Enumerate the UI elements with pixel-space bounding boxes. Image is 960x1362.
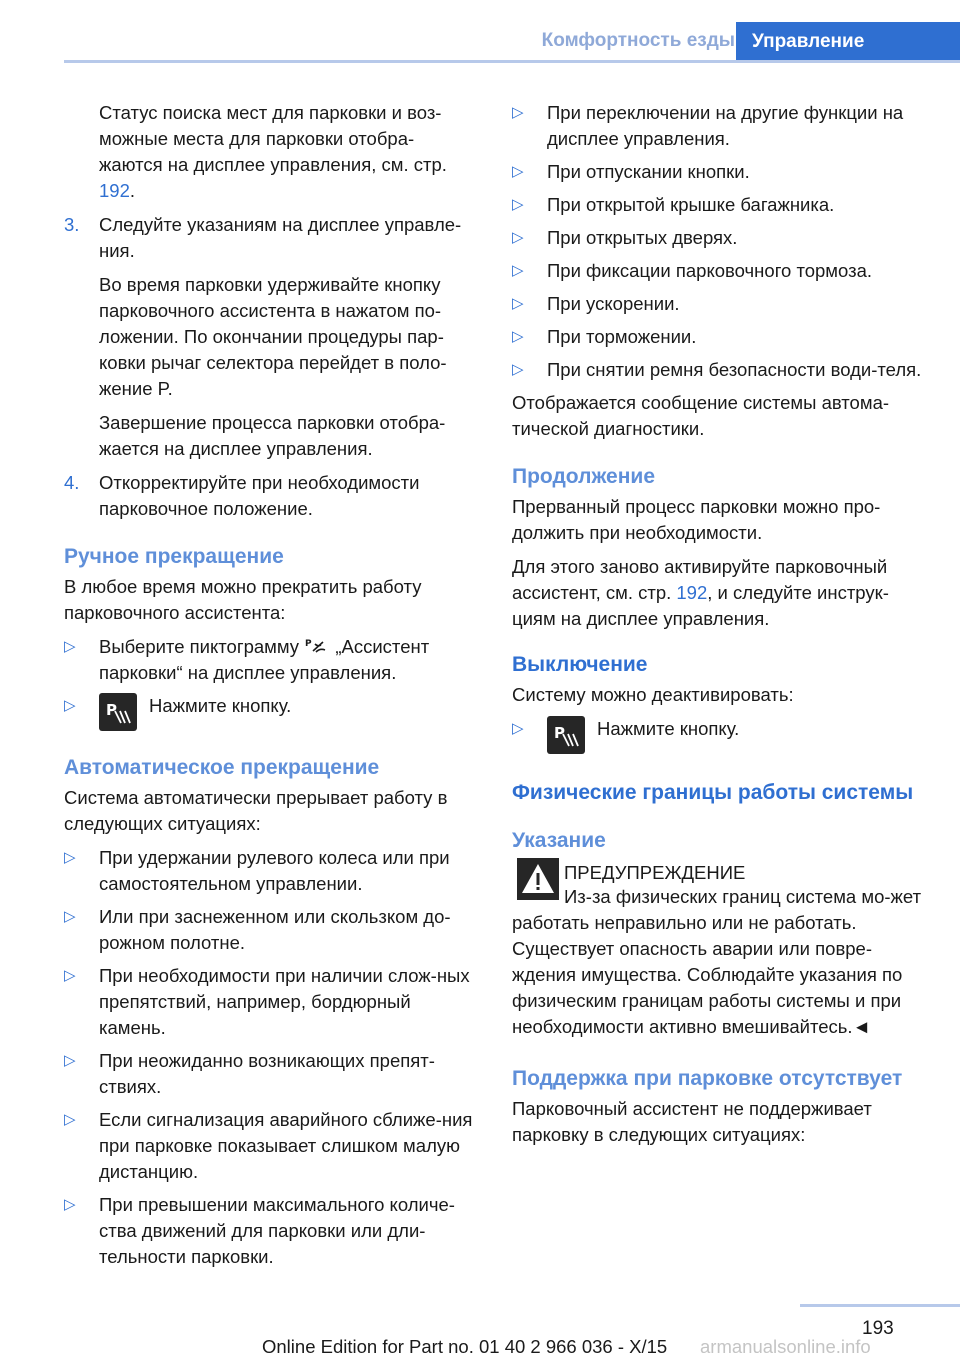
- bullet-icon: ▷: [64, 1052, 76, 1069]
- heading-switch-off: Выключение: [512, 653, 648, 676]
- bullet-icon: ▷: [64, 908, 76, 925]
- page-link[interactable]: 192: [676, 582, 708, 603]
- list-item: ▷ При ускорении.: [512, 291, 926, 317]
- no-support-text: Парковочный ассистент не поддерживает парковку в следующих ситуациях:: [512, 1098, 872, 1145]
- right-column: [512, 100, 926, 1156]
- warning-title: ПРЕДУПРЕЖДЕНИЕ: [564, 862, 746, 883]
- heading-continue: Продолжение: [512, 465, 656, 488]
- bullet-icon: ▷: [512, 229, 524, 246]
- bullet-icon: ▷: [64, 697, 76, 714]
- bullet-icon: ▷: [512, 196, 524, 213]
- warning-text: Из-за физических границ система мо-жет работать неправильно или не работать. Существует опасность аварии или повре-ждения имущества. Соблюдайте указания по физическим границам работы системы и при необходимости активно вмешивайтесь.◄: [512, 886, 922, 1037]
- left-column: [64, 100, 476, 1277]
- bullet-icon: ▷: [512, 361, 524, 378]
- manual-stop-text: В любое время можно прекратить работу парковочного ассистента:: [64, 576, 422, 623]
- continue-text-2: Для этого заново активируйте парковочный ассистент, см. стр. 192, и следуйте инструк-циям на дисплее управления.: [512, 556, 889, 629]
- list-item: ▷ При удержании рулевого колеса или при самостоятельном управлении.: [64, 845, 476, 897]
- list-item: ▷ При превышении максимального количе-ства движений для парковки или дли-тельности парковки.: [64, 1192, 476, 1270]
- page-link[interactable]: 192: [99, 180, 130, 201]
- list-item: ▷ Если сигнализация аварийного сближе-ния при парковке показывает слишком малую дистанцию.: [64, 1107, 476, 1185]
- bullet-icon: ▷: [64, 1196, 76, 1213]
- list-item: ▷ При торможении.: [512, 324, 926, 350]
- list-item: ▷ P Нажмите кнопку.: [512, 716, 926, 754]
- parking-assistant-icon: [304, 636, 330, 656]
- bullet-icon: ▷: [64, 967, 76, 984]
- list-item: ▷ При открытых дверях.: [512, 225, 926, 251]
- list-item: ▷ При переключении на другие функции на дисплее управления.: [512, 100, 926, 152]
- header-rule: [64, 60, 960, 63]
- list-item: ▷ При фиксации парковочного тормоза.: [512, 258, 926, 284]
- switch-off-text: Систему можно деактивировать:: [512, 684, 794, 705]
- bullet-icon: ▷: [512, 720, 524, 737]
- heading-note: Указание: [512, 829, 606, 852]
- watermark: armanualsonline.info: [700, 1336, 871, 1357]
- parking-button-icon: P: [547, 716, 585, 754]
- step-3: 3. Следуйте указаниям на дисплее управле-ния. Во время парковки удерживайте кнопку парковочного ассистента в нажатом по-ложении. По окончании процедуры пар-ковки рычаг селектора перейдет в поло-жение P. Завершение процесса парковки отобра-жается на дисплее управления.: [64, 214, 462, 459]
- continue-text-1: Прерванный процесс парковки можно про-должить при необходимости.: [512, 496, 881, 543]
- auto-stop-text: Система автоматически прерывает работу в следующих ситуациях:: [64, 787, 448, 834]
- header-chapter: Управление: [736, 22, 960, 62]
- auto-stop-list-continued: [512, 100, 926, 383]
- heading-manual-stop: Ручное прекращение: [64, 545, 284, 568]
- bullet-icon: ▷: [512, 295, 524, 312]
- header-section: Комфортность езды: [541, 30, 735, 51]
- list-item: ▷ При отпускании кнопки.: [512, 159, 926, 185]
- list-item: ▷ При снятии ремня безопасности води-теля.: [512, 357, 926, 383]
- diag-text: Отображается сообщение системы автома-тической диагностики.: [512, 392, 890, 439]
- step-4: 4. Откорректируйте при необходимости парковочное положение.: [64, 472, 420, 519]
- footer-rule: [800, 1304, 960, 1307]
- list-item: ▷ P Нажмите кнопку.: [64, 693, 476, 731]
- auto-stop-list: [64, 845, 476, 1270]
- list-item: ▷ При необходимости при наличии слож-ных препятствий, например, бордюрный камень.: [64, 963, 476, 1041]
- edition-text: Online Edition for Part no. 01 40 2 966 036 - X/15: [262, 1336, 668, 1357]
- list-item: ▷ Или при заснеженном или скользком до-рожном полотне.: [64, 904, 476, 956]
- heading-auto-stop: Автоматическое прекращение: [64, 756, 380, 779]
- warning-icon: [512, 858, 564, 900]
- page-header: [0, 22, 960, 62]
- bullet-icon: ▷: [512, 163, 524, 180]
- intro-paragraph: Статус поиска мест для парковки и воз-можные места для парковки отобра-жаются на дисплее управления, см. стр. 192.: [99, 102, 447, 201]
- page-number: 193: [862, 1318, 894, 1339]
- list-item: ▷ Выберите пиктограмму P „Ассистент парковки“ на дисплее управления.: [64, 634, 476, 686]
- bullet-icon: ▷: [512, 104, 524, 121]
- heading-physical-limits: Физические границы работы системы: [512, 781, 914, 804]
- svg-text:P: P: [305, 639, 312, 649]
- bullet-icon: ▷: [512, 328, 524, 345]
- heading-no-support: Поддержка при парковке отсутствует: [512, 1067, 903, 1090]
- bullet-icon: ▷: [64, 1111, 76, 1128]
- list-item: ▷ При неожиданно возникающих препят-ствиях.: [64, 1048, 476, 1100]
- bullet-icon: ▷: [64, 638, 76, 655]
- list-item: ▷ При открытой крышке багажника.: [512, 192, 926, 218]
- parking-button-icon: P: [99, 693, 137, 731]
- bullet-icon: ▷: [64, 849, 76, 866]
- bullet-icon: ▷: [512, 262, 524, 279]
